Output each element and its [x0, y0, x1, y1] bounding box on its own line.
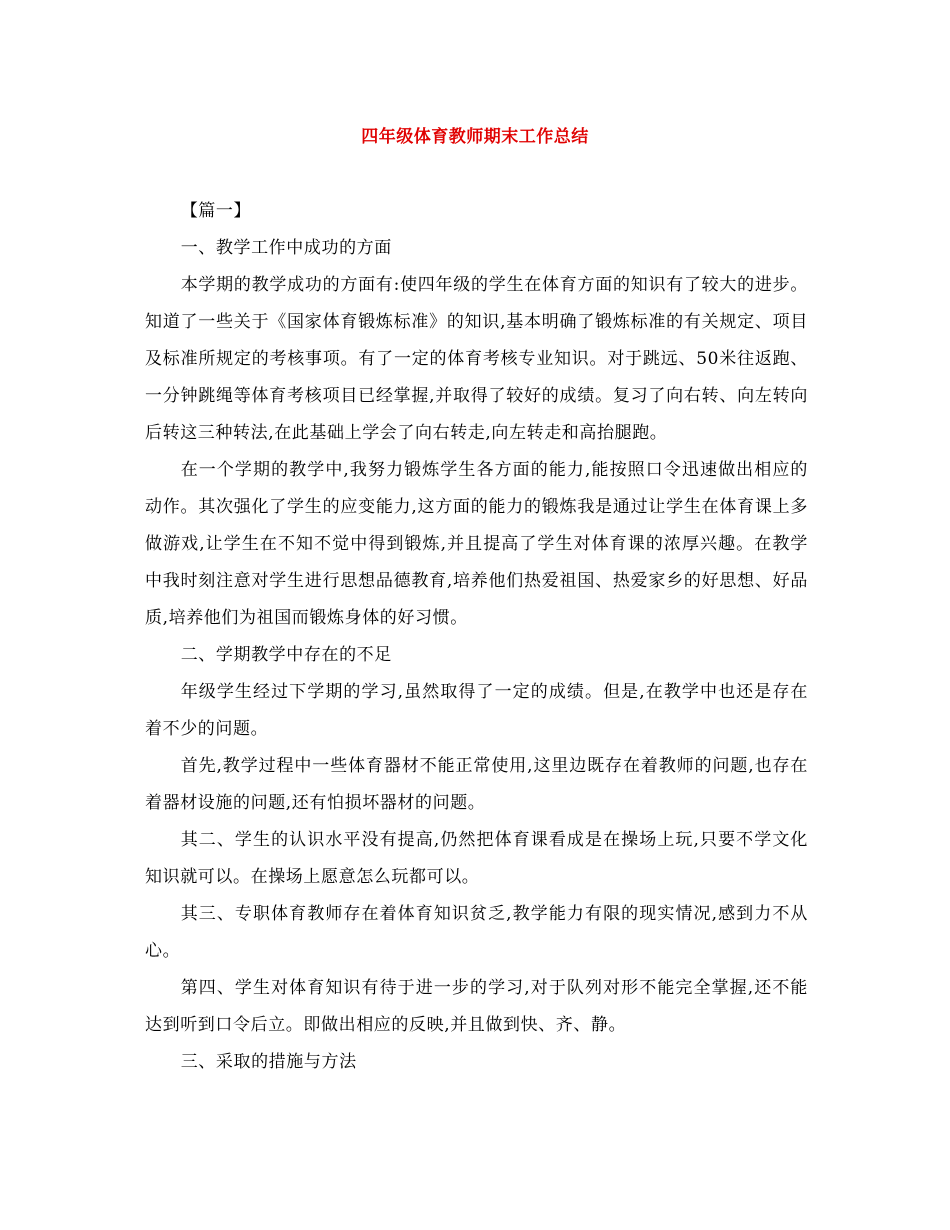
body-paragraph: 首先,教学过程中一些体育器材不能正常使用,这里边既存在着教师的问题,也存在着器材设施的问题,还有怕损坏器材的问题。 — [145, 756, 808, 813]
part-label: 【篇一】 — [180, 201, 252, 221]
document-body — [145, 193, 808, 1081]
body-paragraph: 在一个学期的教学中,我努力锻炼学生各方面的能力,能按照口令迅速做出相应的动作。其次强化了学生的应变能力,这方面的能力的锻炼我是通过让学生在体育课上多做游戏,让学生在不知不觉中得到锻炼,并且提高了学生对体育课的浓厚兴趣。在教学中我时刻注意对学生进行思想品德教育,培养他们热爱祖国、热爱家乡的好思想、好品质,培养他们为祖国而锻炼身体的好习惯。 — [145, 460, 808, 628]
body-paragraph: 其二、学生的认识水平没有提高,仍然把体育课看成是在操场上玩,只要不学文化知识就可以。在操场上愿意怎么玩都可以。 — [145, 830, 808, 887]
body-paragraph: 第四、学生对体育知识有待于进一步的学习,对于队列对形不能完全掌握,还不能达到听到口令后立。即做出相应的反映,并且做到快、齐、静。 — [145, 978, 808, 1035]
body-paragraph: 本学期的教学成功的方面有:使四年级的学生在体育方面的知识有了较大的进步。知道了一些关于《国家体育锻炼标准》的知识,基本明确了锻炼标准的有关规定、项目及标准所规定的考核事项。有了一定的体育考核专业知识。对于跳远、50米往返跑、一分钟跳绳等体育考核项目已经掌握,并取得了较好的成绩。复习了向右转、向左转向后转这三种转法,在此基础上学会了向右转走,向左转走和高抬腿跑。 — [145, 275, 808, 443]
section-heading-1: 一、教学工作中成功的方面 — [180, 238, 392, 258]
section-heading-2: 二、学期教学中存在的不足 — [180, 645, 392, 665]
section-heading-3: 三、采取的措施与方法 — [180, 1052, 357, 1072]
body-paragraph: 年级学生经过下学期的学习,虽然取得了一定的成绩。但是,在教学中也还是存在着不少的问题。 — [145, 682, 808, 739]
body-paragraph: 其三、专职体育教师存在着体育知识贫乏,教学能力有限的现实情况,感到力不从心。 — [145, 904, 808, 961]
document-title: 四年级体育教师期末工作总结 — [361, 127, 589, 147]
